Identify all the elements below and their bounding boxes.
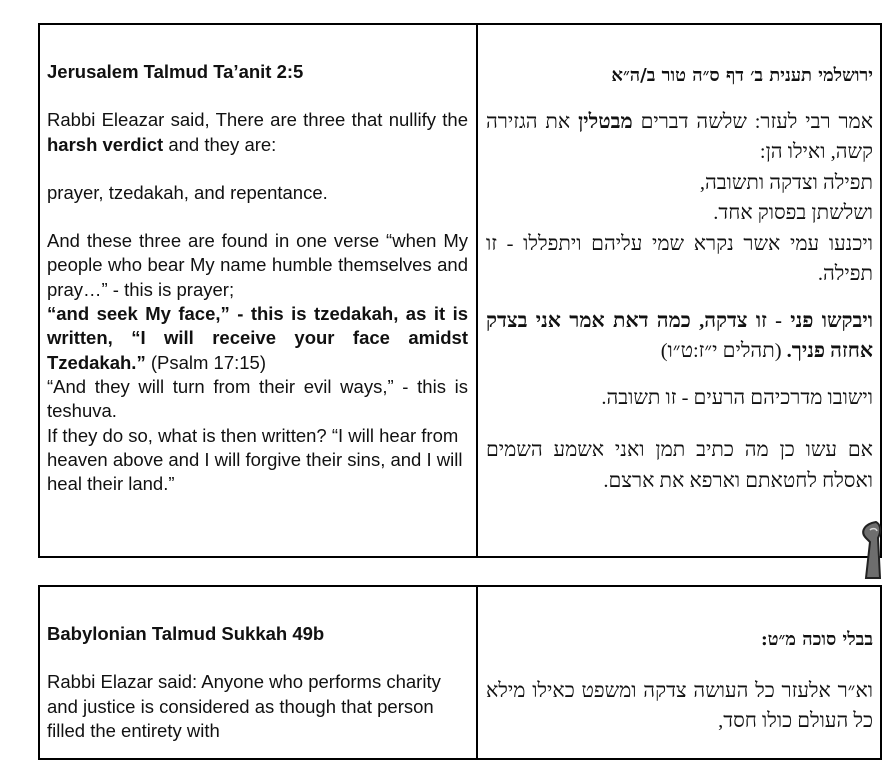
hebrew-line: תפילה וצדקה ותשובה, (699, 171, 873, 194)
english-column (40, 25, 478, 556)
english-column (40, 587, 478, 758)
hebrew-column (478, 25, 880, 556)
english-paragraph: And these three are found in one verse “when My people who bear My name humble themselves and pray…” - this is prayer; (47, 230, 468, 300)
hebrew-citation: (תהלים י״ז:ט״ו) (660, 340, 787, 362)
hebrew-line: אם עשו כן מה כתיב תמן ואני אשמע השמים ואסלח לחטאתם וארפא את ארצם. (486, 439, 873, 492)
english-bold-text: harsh verdict (47, 133, 164, 155)
english-bold-text: “and seek My face,” - this is tzedakah, as it is written, “I will receive your face amidst Tzedakah.” (47, 303, 468, 373)
hebrew-text: את הגזירה קשה, ואילו הן: (486, 110, 873, 163)
english-paragraph: Rabbi Elazar said: Anyone who performs charity and justice is considered as though that person filled the entirety with (47, 671, 441, 741)
english-paragraph: If they do so, what is then written? “I will hear from heaven above and I will forgive their sins, and I will heal their land.” (47, 424, 463, 495)
english-text: and they are: (163, 133, 277, 155)
hebrew-line: ושלשתן בפסוק אחד. (713, 202, 873, 224)
english-paragraph (47, 108, 468, 157)
english-paragraph: prayer, tzedakah, and repentance. (47, 181, 328, 203)
source-table-jerusalem-talmud (38, 23, 882, 558)
hebrew-bold-text: מבטלין (578, 110, 633, 133)
hebrew-line: ויכנעו עמי אשר נקרא שמי עליהם ויתפללו - זו תפילה. (486, 232, 873, 285)
english-text: Rabbi Eleazar said, There are three that nullify the (47, 109, 468, 131)
hebrew-column (478, 587, 880, 758)
hebrew-text-block (486, 107, 873, 497)
hebrew-line: וישובו מדרכיהם הרעים - זו תשובה. (601, 386, 873, 409)
english-source-title: Jerusalem Talmud Ta’anit 2:5 (47, 61, 304, 82)
english-citation: (Psalm 17:15) (145, 351, 266, 373)
hebrew-source-title: בבלי סוכה מ״ט: (760, 629, 873, 650)
english-paragraph: “And they will turn from their evil ways,” - this is teshuva. (47, 375, 468, 422)
hebrew-bold-text: ויבקשו פני - זו צדקה, כמה דאת אמר אני בצדק אחזה פניך. (486, 309, 873, 362)
hebrew-text: אמר רבי לעזר: שלשה דברים (632, 110, 873, 133)
english-paragraph (47, 302, 468, 375)
decorative-graphic-icon (856, 518, 882, 580)
english-source-title: Babylonian Talmud Sukkah 49b (47, 623, 325, 644)
hebrew-line: וא״ר אלעזר כל העושה צדקה ומשפט כאילו מילא כל העולם כולו חסד, (486, 679, 873, 732)
hebrew-line (486, 306, 873, 367)
source-table-babylonian-talmud (38, 585, 882, 760)
hebrew-line (486, 107, 873, 168)
hebrew-source-title: ירושלמי תענית ב׳ דף ס״ה טור ב/ה״א (611, 65, 873, 86)
